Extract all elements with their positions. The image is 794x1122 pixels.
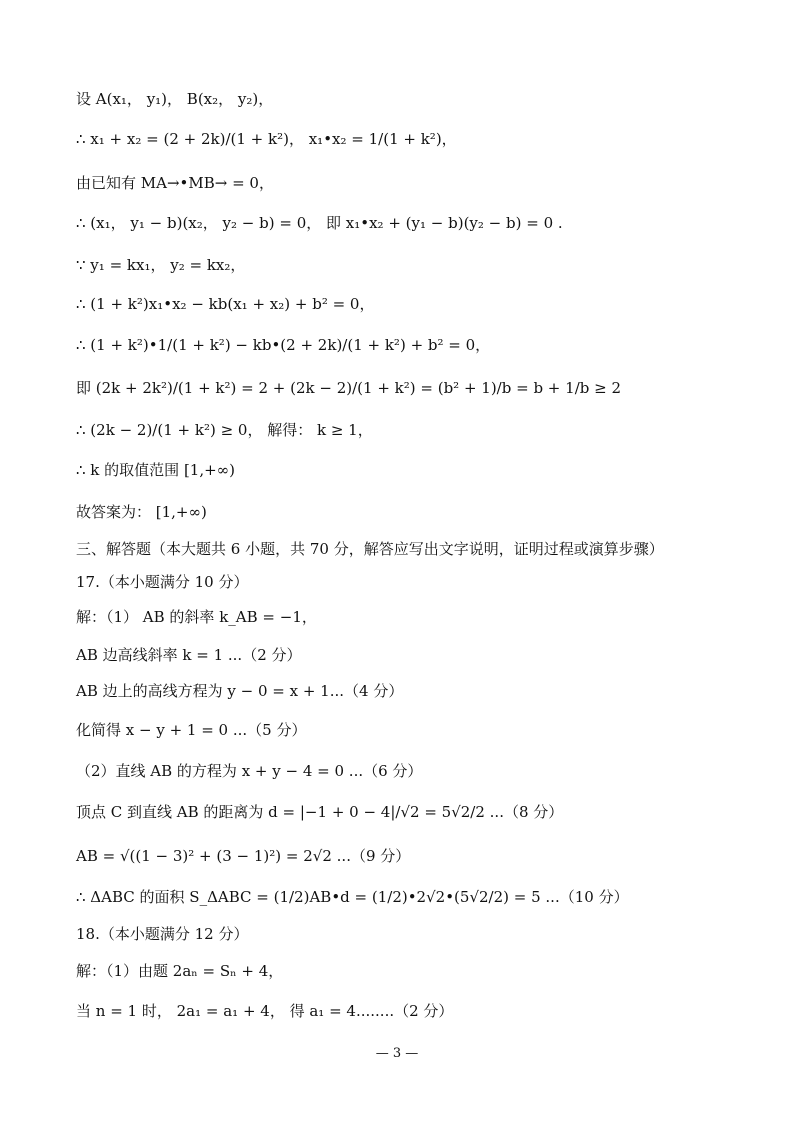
- text-line: 解：（1）由题 2aₙ = Sₙ + 4，: [76, 962, 284, 980]
- text-line: 当 n = 1 时， 2a₁ = a₁ + 4， 得 a₁ = 4........（2 分）: [76, 1002, 454, 1020]
- text-line: ∴ (1 + k²)•1/(1 + k²) − kb•(2 + 2k)/(1 + k²) + b² = 0，: [76, 336, 491, 354]
- text-line: 由已知有 MA→•MB→ = 0，: [76, 174, 274, 192]
- text-line: 故答案为： [1,+∞): [76, 503, 207, 521]
- text-line: ∴ (1 + k²)x₁•x₂ − kb(x₁ + x₂) + b² = 0，: [76, 295, 375, 313]
- text-line: AB = √((1 − 3)² + (3 − 1)²) = 2√2 ...（9 分）: [76, 847, 411, 865]
- text-line: AB 边高线斜率 k = 1 ...（2 分）: [76, 646, 302, 664]
- text-line: 设 A(x₁， y₁)， B(x₂， y₂)，: [76, 90, 274, 108]
- text-line: 即 (2k + 2k²)/(1 + k²) = 2 + (2k − 2)/(1 + k²) = (b² + 1)/b = b + 1/b ≥ 2: [76, 379, 621, 397]
- text-line: 解：（1） AB 的斜率 k_AB = −1，: [76, 608, 317, 626]
- text-line: ∵ y₁ = kx₁， y₂ = kx₂，: [76, 256, 246, 274]
- section-heading: 三、解答题（本大题共 6 小题，共 70 分，解答应写出文字说明，证明过程或演算步骤）: [76, 540, 664, 558]
- text-line: 顶点 C 到直线 AB 的距离为 d = |−1 + 0 − 4|/√2 = 5√2/2 ...（8 分）: [76, 803, 564, 821]
- text-line: AB 边上的高线方程为 y − 0 = x + 1...（4 分）: [76, 682, 404, 700]
- text-line: ∴ (2k − 2)/(1 + k²) ≥ 0， 解得： k ≥ 1，: [76, 421, 373, 439]
- text-line: ∴ k 的取值范围 [1,+∞): [76, 461, 236, 479]
- text-line: ∴ x₁ + x₂ = (2 + 2k)/(1 + k²)， x₁•x₂ = 1/(1 + k²)，: [76, 130, 457, 148]
- problem-heading: 18.（本小题满分 12 分）: [76, 925, 249, 943]
- problem-heading: 17.（本小题满分 10 分）: [76, 573, 249, 591]
- text-line: ∴ (x₁， y₁ − b)(x₂， y₂ − b) = 0， 即 x₁•x₂ + (y₁ − b)(y₂ − b) = 0 .: [76, 214, 563, 232]
- page-number: — 3 —: [375, 1046, 419, 1061]
- text-line: 化简得 x − y + 1 = 0 ...（5 分）: [76, 721, 307, 739]
- text-line: ∴ ΔABC 的面积 S_ΔABC = (1/2)AB•d = (1/2)•2√2•(5√2/2) = 5 ...（10 分）: [76, 888, 629, 906]
- text-line: （2）直线 AB 的方程为 x + y − 4 = 0 ...（6 分）: [76, 762, 423, 780]
